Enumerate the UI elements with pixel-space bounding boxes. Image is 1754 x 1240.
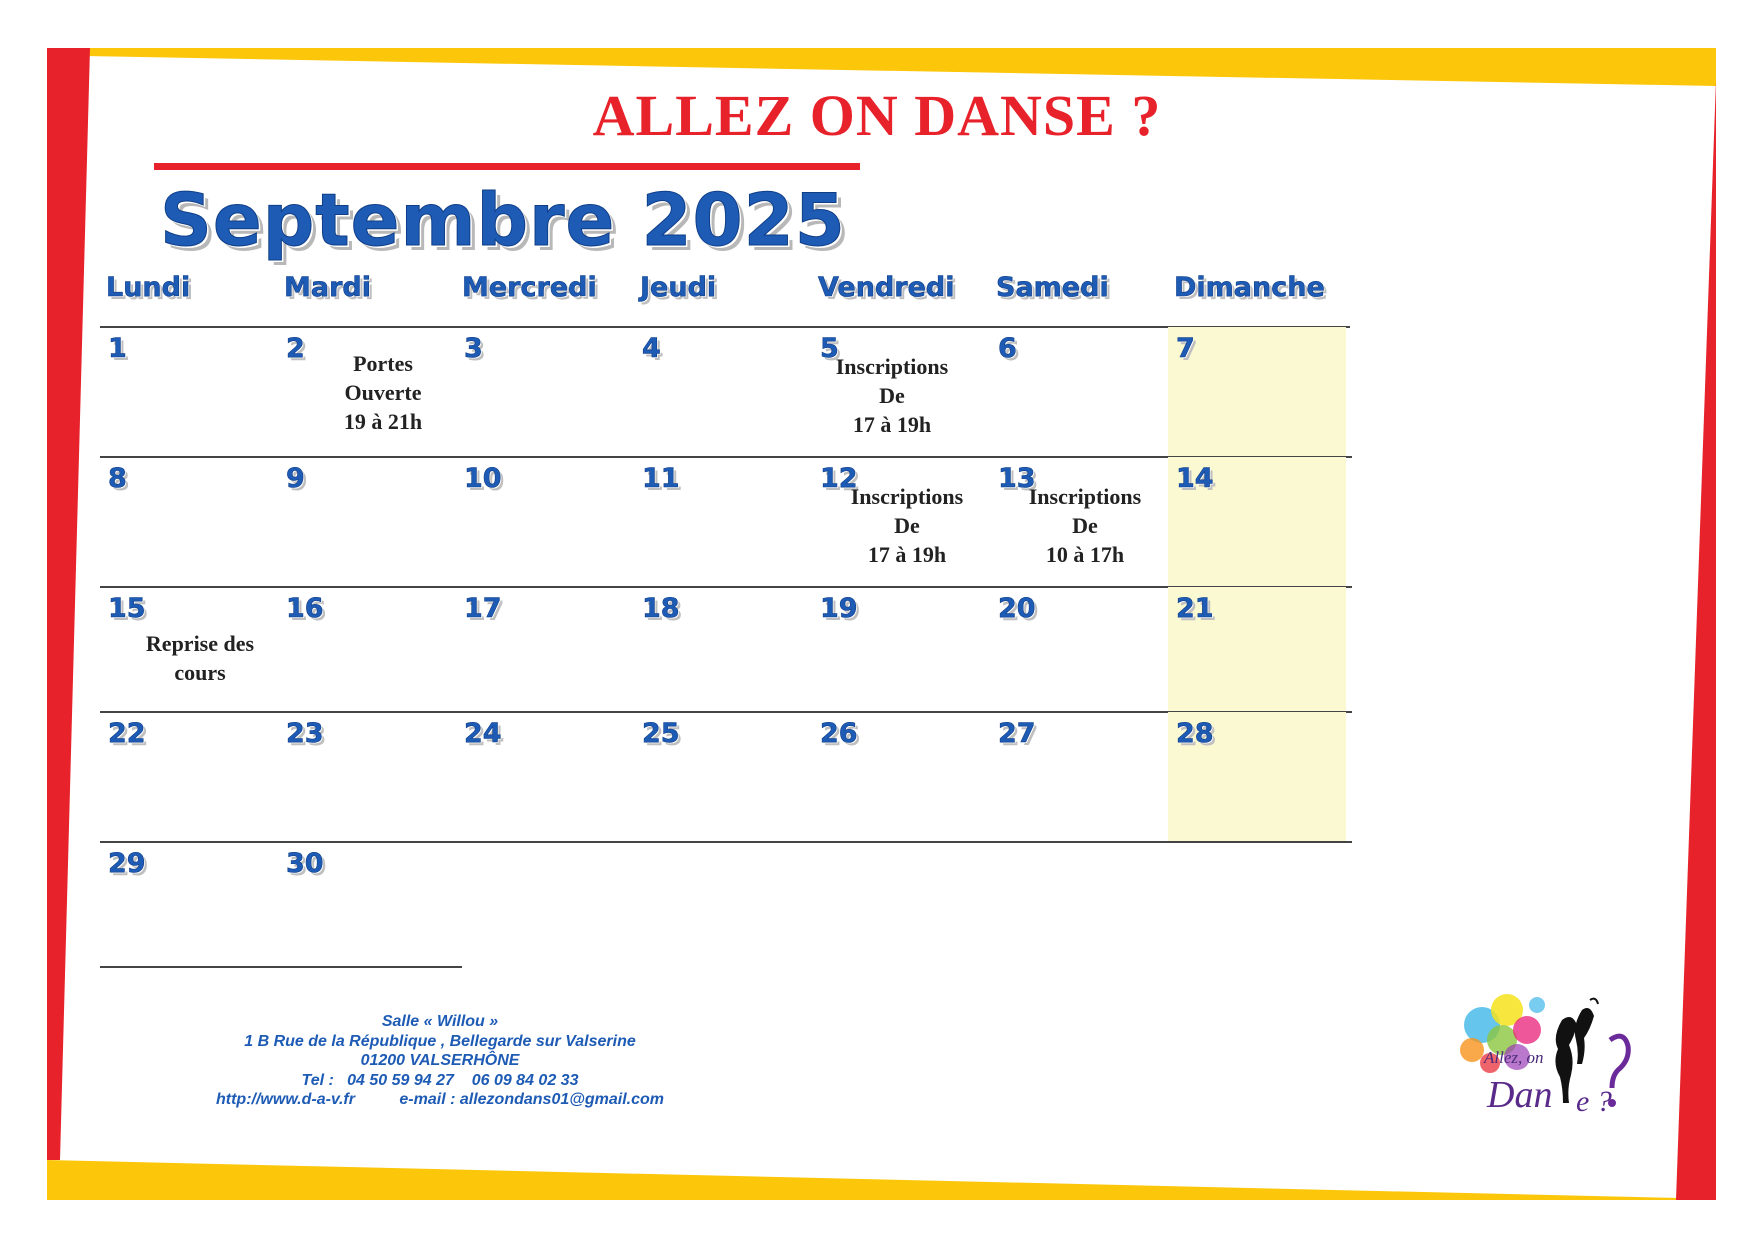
day-number: 1 [108, 333, 127, 364]
day-number: 2 [286, 333, 305, 364]
day-cell[interactable] [990, 327, 1168, 456]
day-cell[interactable] [278, 842, 456, 966]
day-number: 10 [464, 463, 502, 494]
day-cell[interactable] [1168, 712, 1346, 841]
day-cell[interactable] [990, 712, 1168, 841]
day-cell[interactable] [278, 327, 456, 456]
day-cell[interactable] [812, 712, 990, 841]
day-cell[interactable] [456, 327, 634, 456]
day-cell[interactable] [812, 457, 990, 586]
day-number: 28 [1176, 718, 1214, 749]
footer-phone: Tel : 04 50 59 94 27 06 09 84 02 33 [301, 1071, 579, 1089]
day-event: Inscriptions De 17 à 19h [835, 354, 949, 437]
day-cell[interactable] [456, 457, 634, 586]
day-number: 9 [286, 463, 305, 494]
weekday-lundi: Lundi [106, 272, 191, 303]
day-cell[interactable] [634, 327, 812, 456]
day-number: 16 [286, 593, 324, 624]
day-cell[interactable] [634, 587, 812, 711]
logo-text-dan: Dan [1487, 1074, 1553, 1116]
day-cell[interactable] [990, 587, 1168, 711]
day-cell[interactable] [278, 457, 456, 586]
day-cell[interactable] [812, 587, 990, 711]
day-number: 12 [820, 463, 858, 494]
footer-web-email: http://www.d-a-v.fr e-mail : allezondans01@gmail.com [216, 1091, 664, 1108]
day-number: 14 [1176, 463, 1214, 494]
day-cell[interactable] [634, 712, 812, 841]
month-title: Septembre 2025 [160, 178, 846, 262]
main-title: ALLEZ ON DANSE ? [592, 83, 1162, 148]
day-number: 27 [998, 718, 1036, 749]
logo-text-allez: Allez, on [1484, 1048, 1544, 1067]
day-cell[interactable] [100, 587, 278, 711]
day-cell[interactable] [990, 457, 1168, 586]
day-number: 22 [108, 718, 146, 749]
day-number: 23 [286, 718, 324, 749]
day-number: 6 [998, 333, 1017, 364]
title-underline [154, 163, 860, 170]
day-cell[interactable] [812, 327, 990, 456]
day-cell[interactable] [100, 457, 278, 586]
footer-address [160, 1012, 720, 1110]
day-cell[interactable] [1168, 327, 1346, 456]
day-event: Reprise des cours [145, 631, 255, 685]
footer-venue: Salle « Willou » [381, 1013, 499, 1030]
day-number: 15 [108, 593, 146, 624]
day-number: 4 [642, 333, 661, 364]
day-number: 24 [464, 718, 502, 749]
day-number: 8 [108, 463, 127, 494]
day-cell[interactable] [1168, 457, 1346, 586]
day-number: 13 [998, 463, 1036, 494]
footer-city: 01200 VALSERHÔNE [360, 1052, 520, 1069]
day-cell[interactable] [1168, 587, 1346, 711]
day-cell[interactable] [100, 712, 278, 841]
day-number: 11 [642, 463, 680, 494]
day-cell[interactable] [634, 457, 812, 586]
day-number: 3 [464, 333, 483, 364]
day-number: 25 [642, 718, 680, 749]
day-number: 30 [286, 848, 324, 879]
day-number: 21 [1176, 593, 1214, 624]
day-number: 7 [1176, 333, 1195, 364]
day-cell[interactable] [100, 327, 278, 456]
footer-street: 1 B Rue de la République , Bellegarde sur Valserine [244, 1032, 636, 1050]
weekday-vendredi: Vendredi [818, 272, 955, 303]
day-number: 5 [820, 333, 839, 364]
day-cell[interactable] [456, 587, 634, 711]
row-divider [100, 966, 462, 968]
day-cell[interactable] [456, 712, 634, 841]
weekday-jeudi: Jeudi [640, 272, 717, 303]
day-event: Portes Ouverte 19 à 21h [343, 351, 423, 434]
day-number: 19 [820, 593, 858, 624]
day-cell[interactable] [278, 587, 456, 711]
day-cell[interactable] [278, 712, 456, 841]
day-event: Inscriptions De 10 à 17h [1028, 484, 1142, 567]
day-number: 29 [108, 848, 146, 879]
logo-text-e: e ? [1576, 1085, 1612, 1118]
day-number: 17 [464, 593, 502, 624]
day-event: Inscriptions De 17 à 19h [850, 484, 964, 567]
weekday-header-row [100, 266, 1360, 326]
weekday-mardi: Mardi [284, 272, 371, 303]
day-number: 20 [998, 593, 1036, 624]
day-number: 18 [642, 593, 680, 624]
weekday-mercredi: Mercredi [462, 272, 597, 303]
day-cell[interactable] [100, 842, 278, 966]
weekday-samedi: Samedi [996, 272, 1109, 303]
weekday-dimanche: Dimanche [1174, 272, 1325, 303]
day-number: 26 [820, 718, 858, 749]
